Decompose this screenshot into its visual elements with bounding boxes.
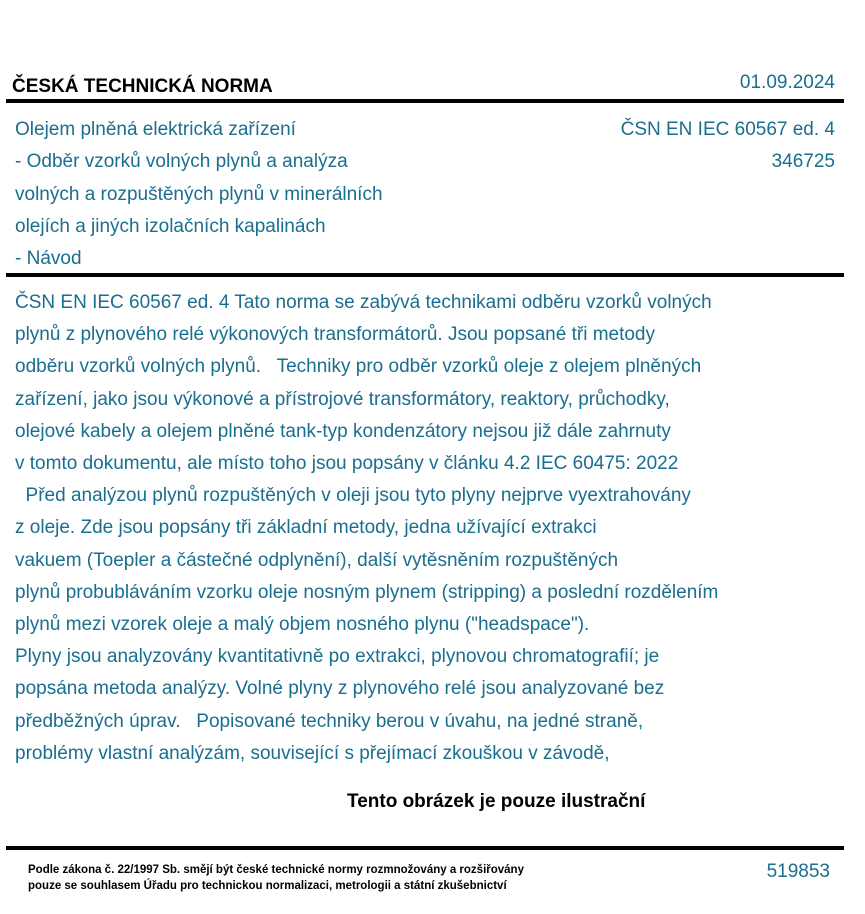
- abstract-line: Plyny jsou analyzovány kvantitativně po extrakci, plynovou chromatografií; je: [15, 646, 660, 668]
- standard-title-line: Olejem plněná elektrická zařízení: [15, 119, 296, 140]
- header-divider: [6, 99, 844, 103]
- standard-title-line: olejích a jiných izolačních kapalinách: [15, 215, 326, 237]
- abstract-line: problémy vlastní analýzám, související s přejímací zkouškou v závodě,: [15, 742, 610, 764]
- standard-title-line: - Odběr vzorků volných plynů a analýza: [15, 151, 348, 173]
- abstract-line: plynů z plynového relé výkonových transformátorů. Jsou popsané tři metody: [15, 324, 655, 346]
- abstract-line: z oleje. Zde jsou popsány tři základní metody, jedna užívající extrakci: [15, 517, 597, 539]
- document-header-title: ČESKÁ TECHNICKÁ NORMA: [12, 76, 273, 97]
- legal-notice-line: pouze se souhlasem Úřadu pro technickou normalizaci, metrologii a státní zkušebnictví: [28, 880, 507, 892]
- abstract-line: odběru vzorků volných plynů. Techniky pro odběr vzorků oleje z olejem plněných: [15, 356, 702, 378]
- abstract-line: Před analýzou plynů rozpuštěných v oleji jsou tyto plyny nejprve vyextrahovány: [15, 485, 691, 507]
- abstract-line: ČSN EN IEC 60567 ed. 4 Tato norma se zabývá technikami odběru vzorků volných: [15, 292, 712, 313]
- legal-notice: [28, 862, 524, 894]
- abstract-line: popsána metoda analýzy. Volné plyny z plynového relé jsou analyzované bez: [15, 678, 665, 700]
- standard-identifiers: [621, 114, 835, 179]
- abstract-line: vakuem (Toepler a částečné odplynění), další vytěsněním rozpuštěných: [15, 549, 619, 571]
- standard-title: [15, 114, 475, 275]
- abstract-text: [15, 287, 845, 770]
- abstract-line: v tomto dokumentu, ale místo toho jsou popsány v článku 4.2 IEC 60475: 2022: [15, 453, 679, 475]
- legal-notice-line: Podle zákona č. 22/1997 Sb. smějí být české technické normy rozmnožovány a rozšiřovány: [28, 864, 524, 876]
- document-number: 519853: [766, 861, 830, 882]
- title-divider: [6, 273, 844, 277]
- issue-date: 01.09.2024: [739, 72, 835, 93]
- standard-title-line: volných a rozpuštěných plynů v minerálních: [15, 183, 383, 205]
- abstract-line: zařízení, jako jsou výkonové a přístrojové transformátory, reaktory, průchodky,: [15, 388, 670, 410]
- abstract-line: plynů probubláváním vzorku oleje nosným plynem (stripping) a poslední rozdělením: [15, 581, 719, 603]
- illustration-note: Tento obrázek je pouze ilustrační: [347, 791, 646, 812]
- standard-designation: ČSN EN IEC 60567 ed. 4: [620, 119, 835, 140]
- standard-title-line: - Návod: [15, 248, 82, 270]
- classification-number: 346725: [771, 151, 835, 173]
- abstract-line: olejové kabely a olejem plněné tank-typ kondenzátory nejsou již dále zahrnuty: [15, 420, 671, 442]
- abstract-line: plynů mezi vzorek oleje a malý objem nosného plynu ("headspace").: [15, 614, 590, 636]
- abstract-line: předběžných úprav. Popisované techniky berou v úvahu, na jedné straně,: [15, 710, 644, 732]
- footer-divider: [6, 846, 844, 850]
